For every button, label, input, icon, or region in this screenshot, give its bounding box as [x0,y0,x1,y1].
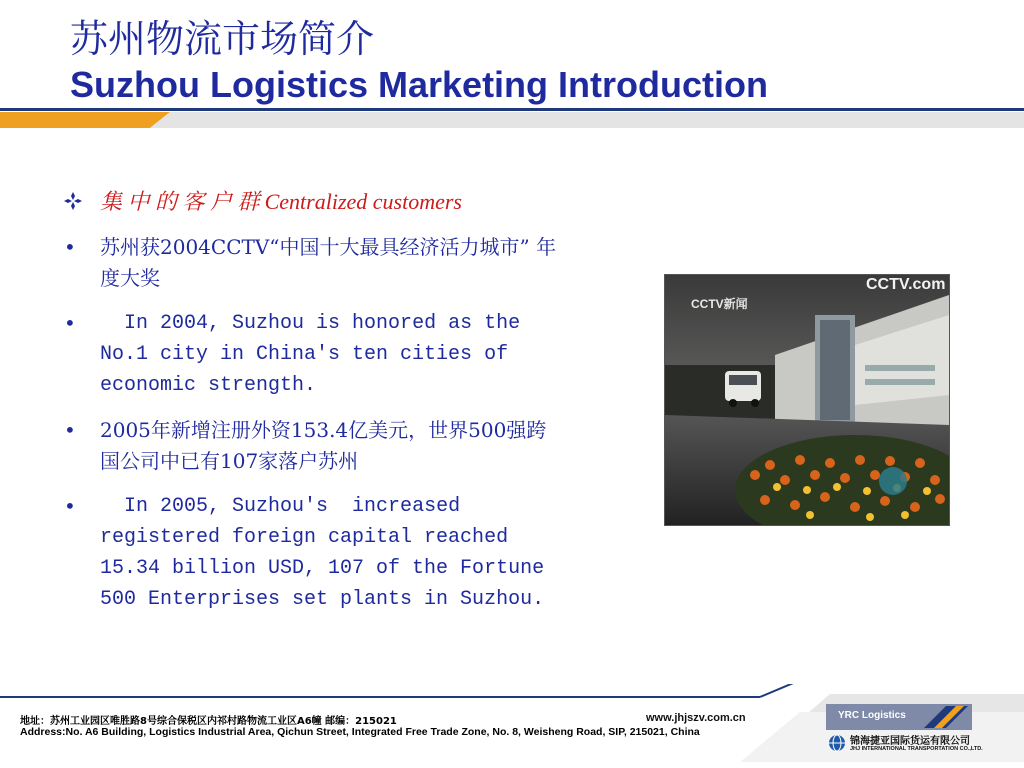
logo-banner [826,704,972,730]
content-list [60,186,560,629]
footer-website: www.jhjszv.com.cn [646,712,746,724]
list-item [60,415,560,477]
page-title-en: Suzhou Logistics Marketing Introduction [70,64,768,105]
logo-company-en: JHJ INTERNATIONAL TRANSPORTATION CO.,LTD. [850,746,983,752]
footer-address-en: Address:No. A6 Building, Logistics Industrial Area, Qichun Street, Integrated Free Trade Zone, No. 8, Weisheng Road, SIP, 215021, China [20,726,700,738]
cctv-news-watermark: CCTV新闻 [691,297,748,311]
bullet-dot: • [64,418,76,442]
heading-cn: 集 中 的 客 户 群 [100,189,260,214]
cctv-logo: CCTV.com [866,276,946,293]
list-item [60,232,560,294]
page-title-cn: 苏州物流市场简介 [70,17,375,61]
heading-en: Centralized customers [264,189,462,214]
company-logo [826,704,983,756]
diamond-bullet-icon [64,186,82,214]
logo-company-cn: 锦海捷亚国际货运有限公司 [850,736,970,747]
item-text: 苏州获2004CCTV“中国十大最具经济活力城市” 年度大奖 [100,235,557,290]
bullet-dot: • [64,494,76,518]
list-item [60,308,560,401]
globe-icon [828,734,846,752]
logo-label: YRC Logistics [838,710,906,721]
item-text: In 2005, Suzhou's increased registered foreign capital reached 15.34 billion USD, 107 of the Fortune 500 Enterprises set plants in Suzhou. [100,495,557,611]
item-text: 2005年新增注册外资153.4亿美元，世界500强跨国公司中已有107家落户苏州 [100,418,547,473]
item-text: In 2004, Suzhou is honored as the No.1 city in China's ten cities of economic strength. [100,312,533,397]
list-item [60,491,560,615]
list-item-heading [60,186,560,218]
logo-arrow-icon [924,706,968,728]
news-photo [664,274,950,526]
bullet-dot: • [64,235,76,259]
bullet-dot: • [64,311,76,335]
header-band [0,108,1024,130]
footer-address-cn: 地址：苏州工业园区唯胜路8号综合保税区内祁村路物流工业区A6幢 邮编：215021 [20,716,397,727]
